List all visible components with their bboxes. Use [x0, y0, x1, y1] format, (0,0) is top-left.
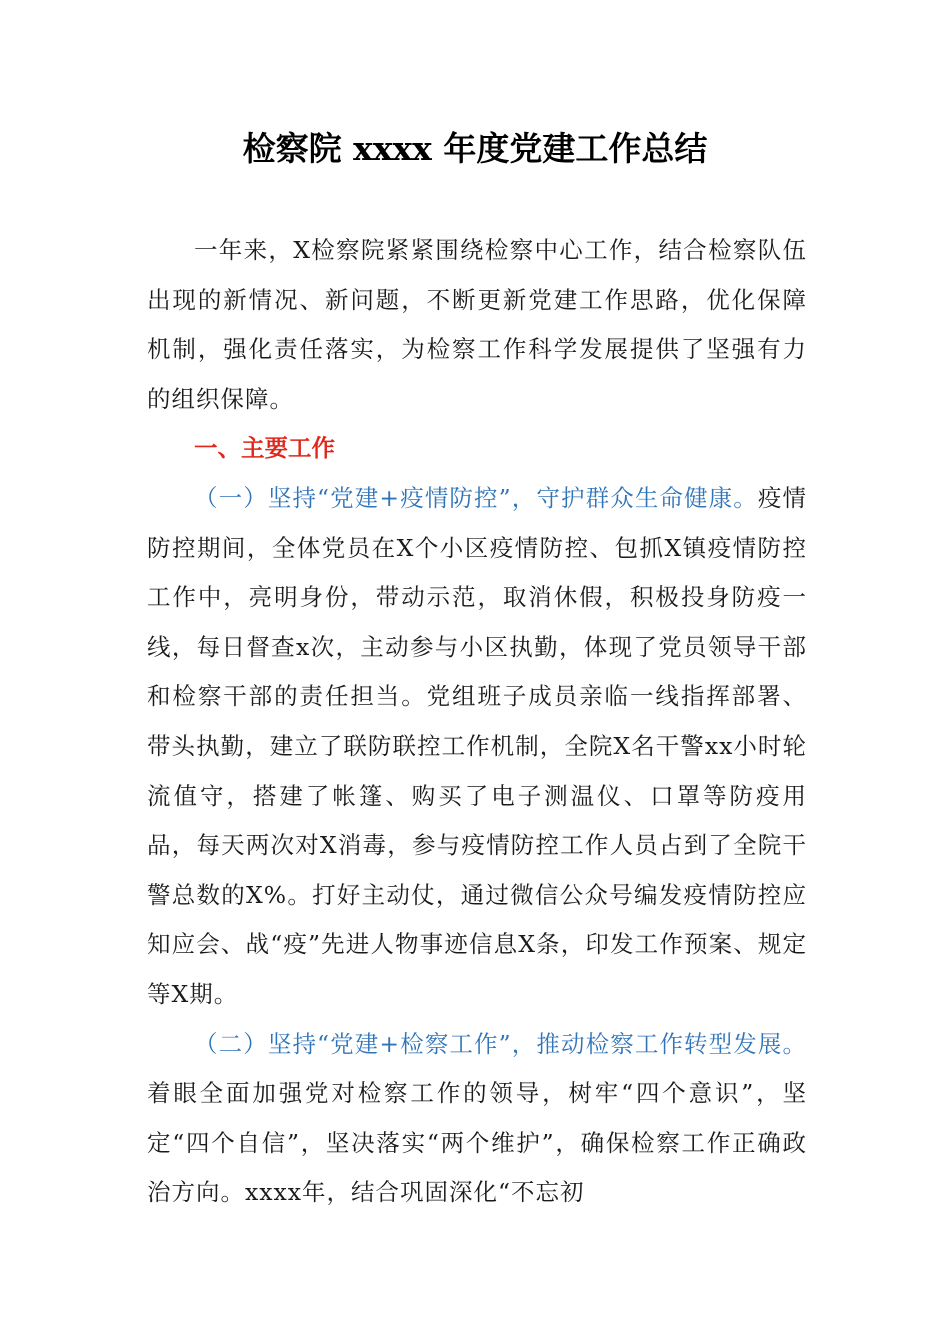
- subsection-paragraph-procuratorial: [147, 1020, 807, 1218]
- subsection-text-procuratorial: 着眼全面加强党对检察工作的领导，树牢“四个意识”，坚定“四个自信”，坚决落实“两个维护”，确保检察工作正确政治方向。xxxx年，结合巩固深化“不忘初: [147, 1079, 807, 1207]
- document-title: 检察院 xxxx 年度党建工作总结: [242, 129, 708, 168]
- subsection-heading-epidemic: （一）坚持“党建+疫情防控”，守护群众生命健康。: [194, 483, 758, 512]
- subsection-heading-procuratorial: （二）坚持“党建+检察工作”，推动检察工作转型发展。: [194, 1029, 807, 1058]
- section-heading-main-work: [147, 424, 807, 474]
- intro-paragraph: 一年来，X检察院紧紧围绕检察中心工作，结合检察队伍出现的新情况、新问题，不断更新党建工作思路，优化保障机制，强化责任落实，为检察工作科学发展提供了坚强有力的组织保障。: [147, 236, 807, 413]
- section-heading-text: 一、主要工作: [194, 434, 335, 463]
- subsection-paragraph-epidemic: [147, 474, 807, 1020]
- subsection-text-epidemic: 疫情防控期间，全体党员在X个小区疫情防控、包抓X镇疫情防控工作中，亮明身份，带动示范，取消休假，积极投身防疫一线，每日督查x次，主动参与小区执勤，体现了党员领导干部和检察干部的责任担当。党组班子成员亲临一线指挥部署、带头执勤，建立了联防联控工作机制，全院X名干警xx小时轮流值守，搭建了帐篷、购买了电子测温仪、口罩等防疫用品，每天两次对X消毒，参与疫情防控工作人员占到了全院干警总数的X%。打好主动仗，通过微信公众号编发疫情防控应知应会、战“疫”先进人物事迹信息X条，印发工作预案、规定等X期。: [147, 483, 808, 1008]
- document-body: [147, 226, 807, 1218]
